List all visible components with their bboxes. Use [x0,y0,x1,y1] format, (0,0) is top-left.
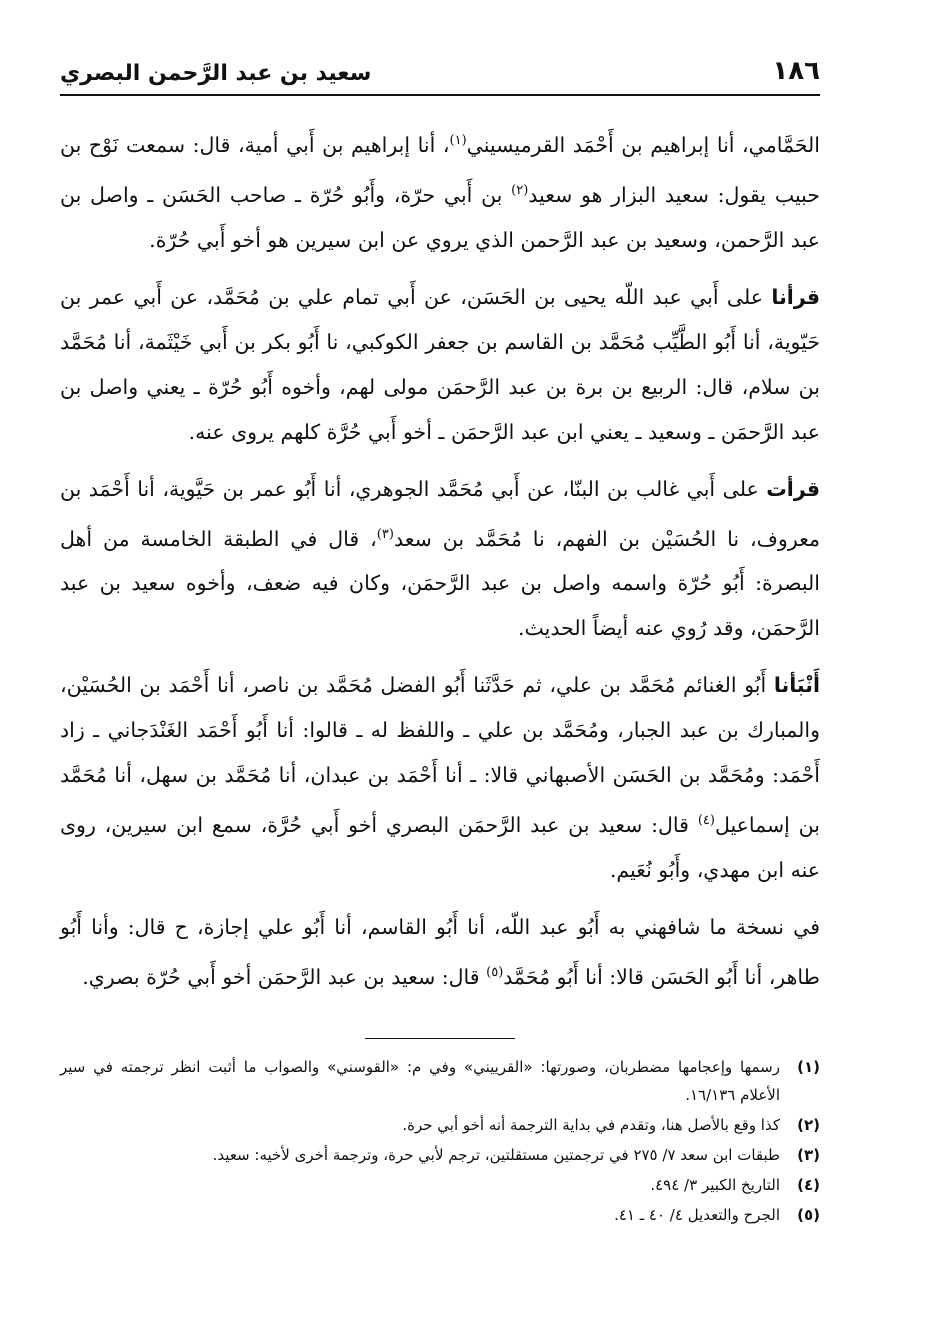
paragraph-text: على أَبي غالب بن البنّا، عن أَبي مُحَمَّد الجوهري، أنا أَبُو عمر بن حَيَّوية، أنا أَحْمَد بن معروف، نا الحُسَيْن بن الفهم، نا مُحَمَّد بن سعد [60,476,820,551]
footnote [60,1201,820,1229]
footnote-number: (٥) [797,1206,820,1225]
paragraph-1 [60,118,820,263]
footnote-ref-5: (٥) [486,965,504,981]
footnote-ref-2: (٢) [511,182,529,198]
paragraph-4 [60,663,820,893]
footnote-separator [365,1038,515,1039]
paragraph-text: قال: سعيد بن عبد الرَّحمَن البصري أخو أَبي حُرَّة، سمع ابن سيرين، روى عنه ابن مهدي، وأَبُو نُعَيم. [60,813,820,883]
footnote-text: رسمها وإعجامها مضطربان، وصورتها: «القرييني» وفي م: «القوسني» والصواب ما أثبت انظر ترجمته في سير الأعلام ١٦/١٣٦. [60,1058,780,1105]
footnote-number: (٣) [797,1146,820,1165]
footnote-text: الجرح والتعديل ٤/ ٤٠ ـ ٤١. [614,1206,780,1225]
paragraph-text: الحَمَّامي، أنا إبراهيم بن أَحْمَد القرميسيني [466,132,820,157]
book-page [60,50,820,1290]
main-text [60,118,820,1000]
paragraph-text: بن أَبي حرّة، وأَبُو حُرّة ـ صاحب الحَسَن ـ واصل بن عبد الرَّحمن، وسعيد بن عبد الرَّحمن الذي يروي عن ابن سيرين هو أخو أَبي حُرّة. [60,182,820,252]
paragraph-3 [60,467,820,652]
paragraph-text: على أَبي عبد اللّه يحيى بن الحَسَن، عن أَبي تمام علي بن مُحَمَّد، عن أَبي عمر بن حَيّوية، أنا أَبُو الطَّيِّب مُحَمَّد بن القاسم بن جعفر الكوكبي، نا أَبُو بكر بن أَبي خَيْثَمة، أنا مُحَمَّد بن سلام، قال: الربيع بن برة بن عبد الرَّحمَن مولى لهم، وأخوه أَبُو حُرّة ـ يعني واصل بن عبد الرَّحمَن ـ وسعيد ـ يعني ابن عبد الرَّحمَن ـ أخو أَبي حُرَّة كلهم يروى عنه. [60,284,820,444]
footnote-ref-4: (٤) [697,813,715,829]
footnote-number: (١) [797,1058,820,1077]
paragraph-text: ، قال في الطبقة الخامسة من أهل البصرة: أَبُو حُرّة واسمه واصل بن عبد الرَّحمَن، وكان فيه ضعف، وأخوه سعيد بن عبد الرَّحمَن، وقد رُوي عنه أيضاً الحديث. [60,526,820,641]
footnote-number: (٤) [797,1176,820,1195]
paragraph-text: ، أنا إبراهيم بن أَبي أمية، قال: سمعت نَوْح بن حبيب يقول: سعيد البزار هو سعيد [60,132,820,207]
footnote-text: طبقات ابن سعد ٧/ ٢٧٥ في ترجمتين مستقلتين، ترجم لأبي حرة، وترجمة أخرى لأخيه: سعيد. [212,1146,780,1165]
footnote [60,1171,820,1199]
paragraph-5 [60,905,820,1000]
footnote-text: كذا وقع بالأصل هنا، وتقدم في بداية الترجمة أنه أخو أبي حرة. [402,1116,780,1135]
running-header [60,50,820,96]
footnote-separator-wrap [60,1012,820,1053]
running-title: سعيد بن عبد الرَّحمن البصري [60,61,372,86]
footnote [60,1141,820,1169]
paragraph-lead-word: قرأنا [771,284,820,309]
footnote-text: التاريخ الكبير ٣/ ٤٩٤. [650,1176,780,1195]
paragraph-lead-word: قرأت [766,476,820,501]
footnote [60,1111,820,1139]
footnote-ref-3: (٣) [376,526,394,542]
paragraph-lead-word: أَنْبَأنا [773,673,820,698]
footnote [60,1053,820,1109]
paragraph-2 [60,275,820,455]
paragraph-text: قال: سعيد بن عبد الرَّحمَن أخو أَبي حُرّة بصري. [82,965,487,990]
paragraph-text: أَبُو الغنائم مُحَمَّد بن علي، ثم حَدَّثَنا أَبُو الفضل مُحَمَّد بن ناصر، أنا أَحْمَد بن الحُسَيْن، والمبارك بن عبد الجبار، ومُحَمَّد بن علي ـ واللفظ له ـ قالوا: أنا أَبُو أَحْمَد الغَنْدَجاني ـ زاد أَحْمَد: ومُحَمَّد بن الحَسَن الأصبهاني قالا: ـ أنا أَحْمَد بن عبدان، أنا مُحَمَّد بن سهل، أنا مُحَمَّد بن إسماعيل [60,673,820,838]
footnotes [60,1053,820,1229]
footnote-number: (٢) [797,1116,820,1135]
page-number: ١٨٦ [772,56,820,86]
footnote-ref-1: (١) [449,133,467,148]
paragraph-text: في نسخة ما شافهني به أَبُو عبد اللّه، أنا أَبُو القاسم، أنا أَبُو علي إجازة، ح قال: وأنا أَبُو طاهر، أنا أَبُو الحَسَن قالا: أنا أَبُو مُحَمَّد [60,915,820,990]
